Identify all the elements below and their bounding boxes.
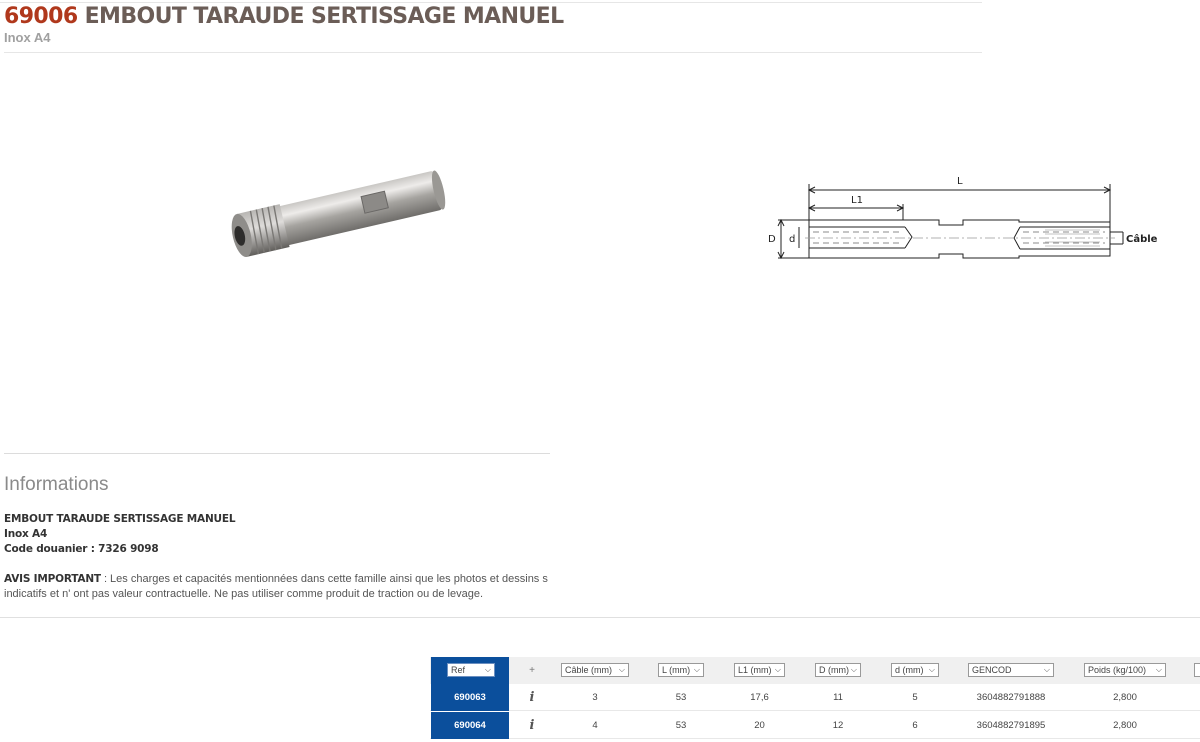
chevron-down-icon: ⌵ [1043,665,1050,674]
top-divider [0,2,982,3]
table-row[interactable] [430,684,1200,711]
chevron-down-icon: ⌵ [1155,665,1162,674]
gencod-column-label: GENCOD [972,665,1012,675]
ref-column-select[interactable] [447,663,495,677]
info-line-title: EMBOUT TARAUDE SERTISSAGE MANUEL [4,513,236,525]
diagram-label-D: D [768,234,776,245]
l1-cell: 17,6 [750,692,769,703]
notice-label: AVIS IMPORTANT [4,573,101,585]
variants-table [430,657,1200,742]
dimension-diagram[interactable] [765,172,1165,267]
info-line-customs: Code douanier : 7326 9098 [4,543,159,555]
l1-cell: 20 [754,720,765,731]
notice-text-2: indicatifs et n' ont pas valeur contractuelle. Ne pas utiliser comme produit de traction ou de levage. [4,588,484,600]
d-lower-column-select[interactable] [891,663,939,677]
extra-column-select[interactable] [1194,663,1200,677]
poids-cell: 2,800 [1113,720,1137,731]
ref-cell[interactable]: 690064 [431,712,509,739]
chevron-down-icon: ⌵ [850,665,857,674]
poids-cell: 2,800 [1113,692,1137,703]
table-row[interactable] [430,712,1200,739]
header-divider [4,52,982,53]
diagram-label-L1: L1 [851,195,863,206]
product-header [4,4,564,46]
poids-column-select[interactable] [1084,663,1166,677]
chevron-down-icon: ⌵ [928,665,935,674]
section-divider [4,453,550,454]
d-lower-cell: 6 [912,720,918,731]
informations-details [4,512,235,557]
gencod-cell: 3604882791895 [976,720,1046,731]
cable-cell: 4 [592,720,598,731]
notice-text-1: : Les charges et capacités mentionnées dans cette famille ainsi que les photos et dessins s [100,573,548,585]
product-title: EMBOUT TARAUDE SERTISSAGE MANUEL [84,4,564,29]
info-icon[interactable]: i [529,690,535,705]
info-line-material: Inox A4 [4,528,48,540]
product-ref: 69006 [4,4,78,29]
page-title [4,4,564,30]
l1-column-label: L1 (mm) [738,665,772,675]
l-cell: 53 [675,720,687,731]
ref-cell[interactable]: 690063 [431,684,509,711]
d-lower-cell: 5 [912,692,918,703]
gencod-column-select[interactable] [968,663,1054,677]
table-header-row [430,657,1200,684]
plus-header: + [529,665,535,676]
d-lower-column-label: d (mm) [895,665,924,675]
diagram-label-d: d [789,234,796,245]
diagram-label-L: L [957,176,963,187]
product-photo[interactable] [220,170,450,265]
informations-heading: Informations [4,474,109,495]
cable-column-label: Câble (mm) [565,665,613,675]
gencod-cell: 3604882791888 [976,692,1046,703]
d-upper-cell: 12 [832,720,844,731]
table-divider [0,617,1200,618]
chevron-down-icon: ⌵ [774,665,781,674]
info-icon[interactable]: i [529,718,535,733]
d-upper-cell: 11 [833,692,843,703]
poids-column-label: Poids (kg/100) [1088,665,1147,675]
l-cell: 53 [675,692,687,703]
ref-header-cell [431,657,509,684]
ref-column-label: Ref [451,665,466,675]
chevron-down-icon: ⌵ [484,665,491,674]
chevron-down-icon: ⌵ [693,665,700,674]
product-subtitle: Inox A4 [4,30,51,45]
d-upper-column-select[interactable] [815,663,861,677]
l1-column-select[interactable] [734,663,785,677]
important-notice [4,572,564,602]
cable-cell: 3 [592,692,598,703]
l-column-select[interactable] [658,663,704,677]
d-upper-column-label: D (mm) [819,665,849,675]
cable-column-select[interactable] [561,663,629,677]
diagram-label-cable: Câble [1126,234,1158,245]
chevron-down-icon: ⌵ [618,665,625,674]
l-column-label: L (mm) [662,665,691,675]
